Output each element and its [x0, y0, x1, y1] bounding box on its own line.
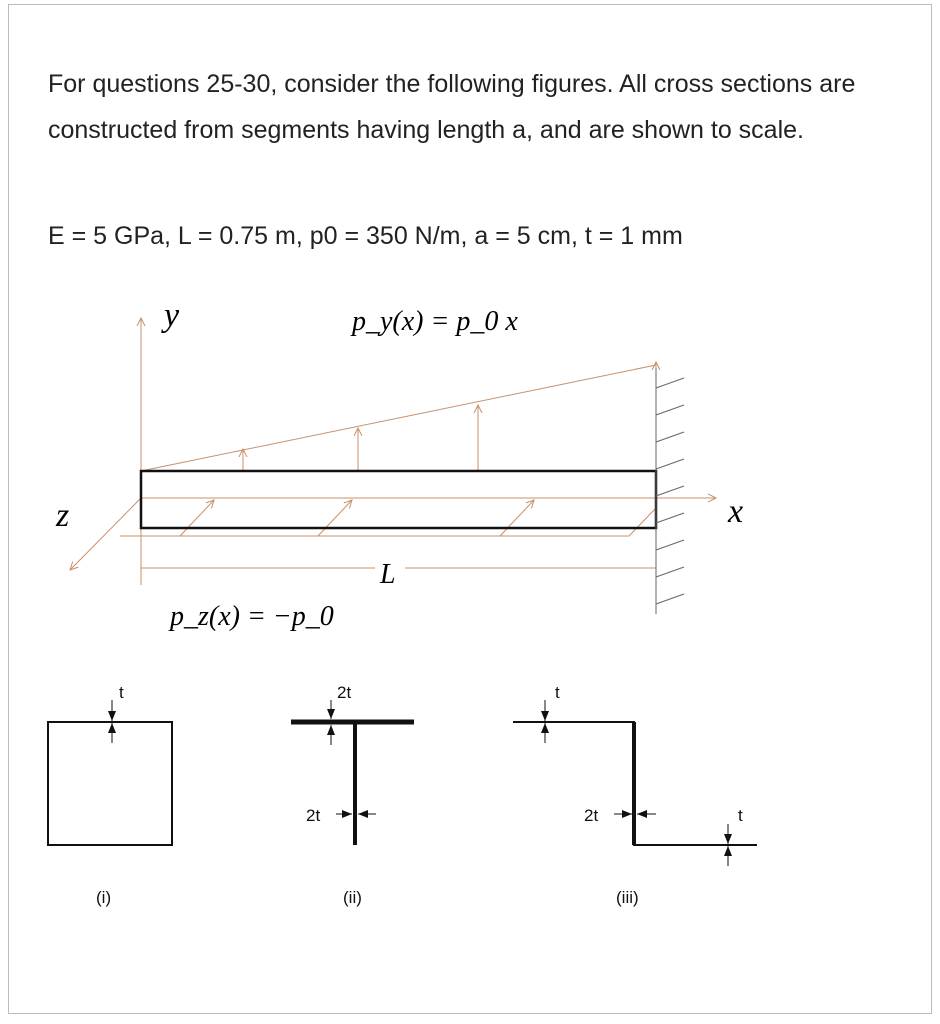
cross-section-i: [48, 683, 172, 907]
cross-section-iii: [513, 683, 757, 907]
given-values: E = 5 GPa, L = 0.75 m, p0 = 350 N/m, a = 5 cm, t = 1 mm: [48, 222, 683, 250]
py-label: p_y(x) = p_0 x: [352, 306, 518, 337]
svg-text:2t: 2t: [337, 683, 352, 702]
svg-text:2t: 2t: [306, 806, 321, 825]
py-load-line: [141, 365, 656, 471]
svg-text:t: t: [738, 806, 743, 825]
svg-text:t: t: [555, 683, 560, 702]
svg-text:t: t: [119, 683, 124, 702]
pz-label: p_z(x) = −p_0: [170, 601, 334, 632]
beam: [141, 471, 656, 528]
fixed-wall: [656, 368, 684, 614]
z-axis-label: z: [56, 497, 70, 534]
caption: (iii): [616, 888, 639, 907]
caption: (ii): [343, 888, 362, 907]
svg-text:2t: 2t: [584, 806, 599, 825]
question-intro: For questions 25-30, consider the following figures. All cross sections are constructed from segments having length a, and are shown to scale.: [48, 70, 856, 144]
x-axis-label: x: [728, 493, 744, 530]
pz-load-plane: [120, 508, 656, 536]
caption: (i): [96, 888, 112, 907]
z-axis: [70, 498, 141, 570]
length-label: L: [380, 559, 396, 590]
y-axis-label: y: [164, 297, 180, 334]
cross-section-ii: [291, 683, 414, 907]
